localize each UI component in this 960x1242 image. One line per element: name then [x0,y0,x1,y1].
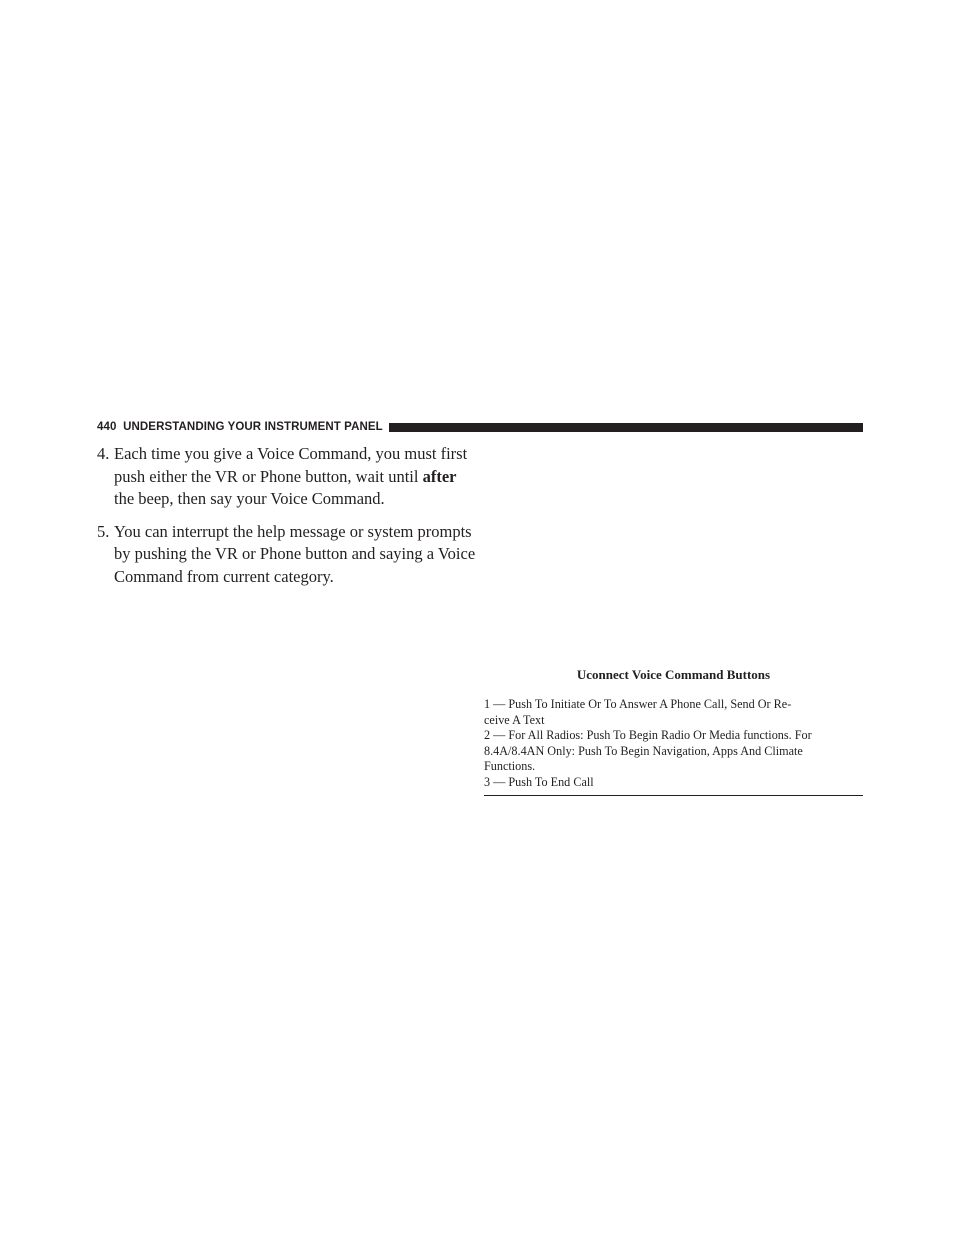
caption-line: 2 — For All Radios: Push To Begin Radio Or Media functions. For [484,728,812,742]
step-item-5 [97,521,475,589]
step-line: the beep, then say your Voice Command. [114,489,385,508]
step-line: Command from current category. [114,566,334,586]
step-item-4 [97,443,475,511]
caption-title: Uconnect Voice Command Buttons [576,667,771,682]
step-number: 5. [97,521,110,541]
caption-rule [484,795,863,796]
caption-lines [484,697,863,790]
step-line-text: Each time you give a Voice Command, you must first [114,444,468,463]
section-title: UNDERSTANDING YOUR INSTRUMENT PANEL [123,421,383,433]
caption-line: 1 — Push To Initiate Or To Answer A Phone Call, Send Or Re- [484,697,792,711]
figure-caption [484,667,863,796]
step-line [114,443,475,466]
page-number: 440 [97,421,117,433]
step-line [114,466,475,489]
step-line: by pushing the VR or Phone button and saying a Voice [114,544,476,563]
page-header-text [97,421,383,433]
step-number: 4. [97,444,110,463]
caption-line: 8.4A/8.4AN Only: Push To Begin Navigation, Apps And Climate [484,743,803,758]
page-header [97,418,863,436]
caption-line: ceive A Text [484,712,545,727]
steps-list [97,443,475,598]
step-line-text: push either the VR or Phone button, wait until [114,466,423,486]
step-line: You can interrupt the help message or system prompts [114,521,472,541]
caption-line: 3 — Push To End Call [484,774,594,789]
emphasis-text: after [422,466,457,486]
header-bar [389,423,863,432]
caption-line: Functions. [484,759,536,773]
